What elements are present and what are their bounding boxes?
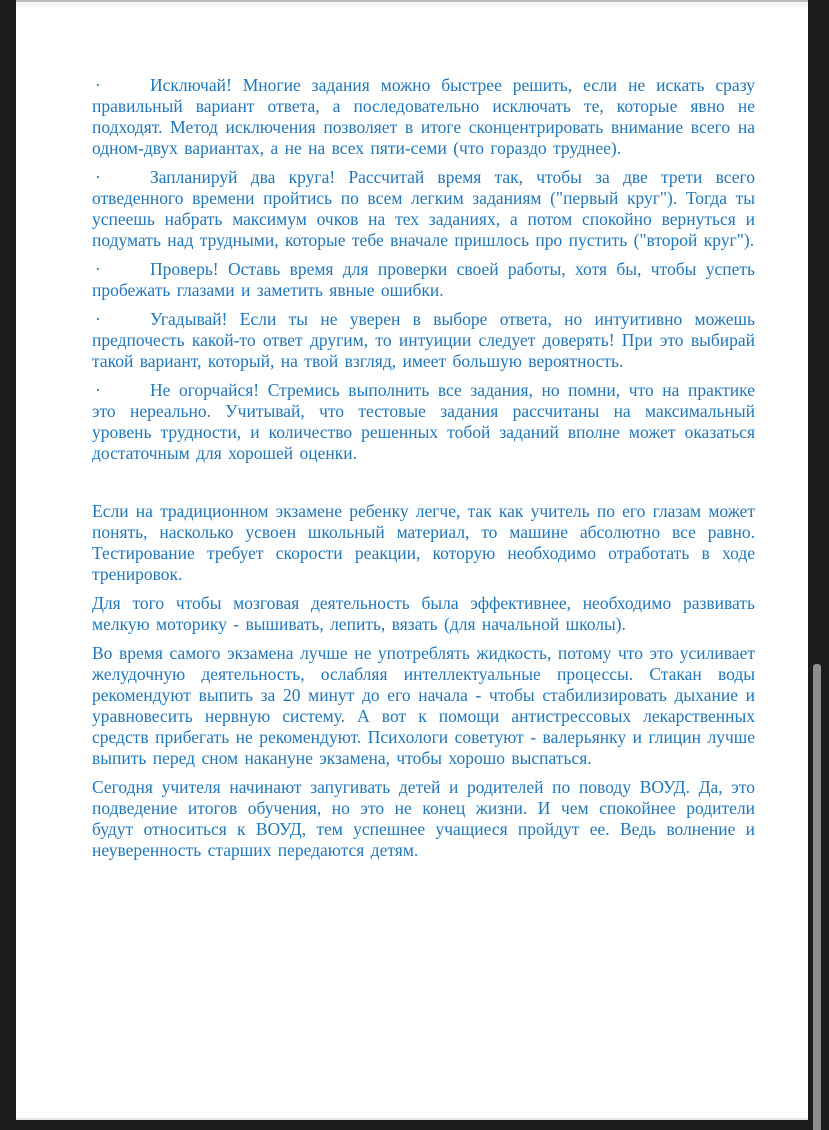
document-page [16, 0, 808, 1120]
paragraph [92, 643, 755, 769]
bullet-paragraph [92, 309, 755, 372]
paragraph-text: Если на традиционном экзамене ребенку легче, так как учитель по его глазам может понять, насколько усвоен школьный материал, то машине абсолютно все равно. Тестирование требует скорости реакции, которую необходимо отработать в ходе тренировок. [92, 501, 755, 584]
bullet-marker: · [95, 167, 101, 187]
bullet-paragraph [92, 75, 755, 159]
page-content [92, 75, 755, 869]
paragraph-text: Для того чтобы мозговая деятельность была эффективнее, необходимо развивать мелкую моторику - вышивать, лепить, вязать (для начальной школы). [92, 593, 755, 634]
paragraph [92, 593, 755, 635]
page-bottom-divider [16, 1118, 808, 1120]
bullet-marker: · [95, 309, 101, 329]
bullet-paragraph-text: Проверь! Оставь время для проверки своей работы, хотя бы, чтобы успеть пробежать глазами и заметить явные ошибки. [92, 259, 755, 300]
bullet-paragraph [92, 167, 755, 251]
bullet-paragraph [92, 380, 755, 464]
bullet-paragraph-text: Не огорчайся! Стремись выполнить все задания, но помни, что на практике это нереально. Учитывай, что тестовые задания рассчитаны на максимальный уровень трудности, и количество решенных тобой заданий вполне может оказаться достаточным для хорошей оценки. [92, 380, 755, 463]
paragraph-text: Сегодня учителя начинают запугивать детей и родителей по поводу ВОУД. Да, это подведение итогов обучения, но это не конец жизни. И чем спокойнее родители будут относиться к ВОУД, тем успешнее учащиеся пройдут ее. Ведь волнение и неуверенность старших передаются детям. [92, 777, 755, 860]
paragraph-text: Во время самого экзамена лучше не употреблять жидкость, потому что это усиливает желудочную деятельность, ослабляя интеллектуальные процессы. Стакан воды рекомендуют выпить за 20 минут до его начала - чтобы стабилизировать дыхание и уравновесить нервную систему. А вот к помощи антистрессовых лекарственных средств прибегать не рекомендуют. Психологи советуют - валерьянку и глицин лучше выпить перед сном накануне экзамена, чтобы хорошо выспаться. [92, 643, 755, 768]
bullet-paragraph-text: Угадывай! Если ты не уверен в выборе ответа, но интуитивно можешь предпочесть какой-то ответ другим, то интуиции следует доверять! При это выбирай такой вариант, который, на твой взгляд, имеет большую вероятность. [92, 309, 755, 371]
vertical-scrollbar-thumb[interactable] [813, 664, 821, 1130]
bullet-marker: · [95, 380, 101, 400]
bullet-paragraph [92, 259, 755, 301]
paragraph [92, 777, 755, 861]
bullet-marker: · [95, 259, 101, 279]
bullet-marker: · [95, 75, 101, 95]
bullet-paragraph-text: Запланируй два круга! Рассчитай время так, чтобы за две трети всего отведенного времени пройтись по всем легким заданиям ("первый круг"). Тогда ты успеешь набрать максимум очков на тех заданиях, а потом спокойно вернуться и подумать над трудными, которые тебе вначале пришлось про пустить ("второй круг"). [92, 167, 755, 250]
bullet-paragraph-text: Исключай! Многие задания можно быстрее решить, если не искать сразу правильный вариант ответа, а последовательно исключать те, которые явно не подходят. Метод исключения позволяет в итоге сконцентрировать внимание всего на одном-двух вариантах, а не на всех пяти-семи (что гораздо труднее). [92, 75, 755, 158]
paragraph-gap [92, 472, 755, 501]
page-top-shade [16, 2, 808, 7]
paragraph [92, 501, 755, 585]
